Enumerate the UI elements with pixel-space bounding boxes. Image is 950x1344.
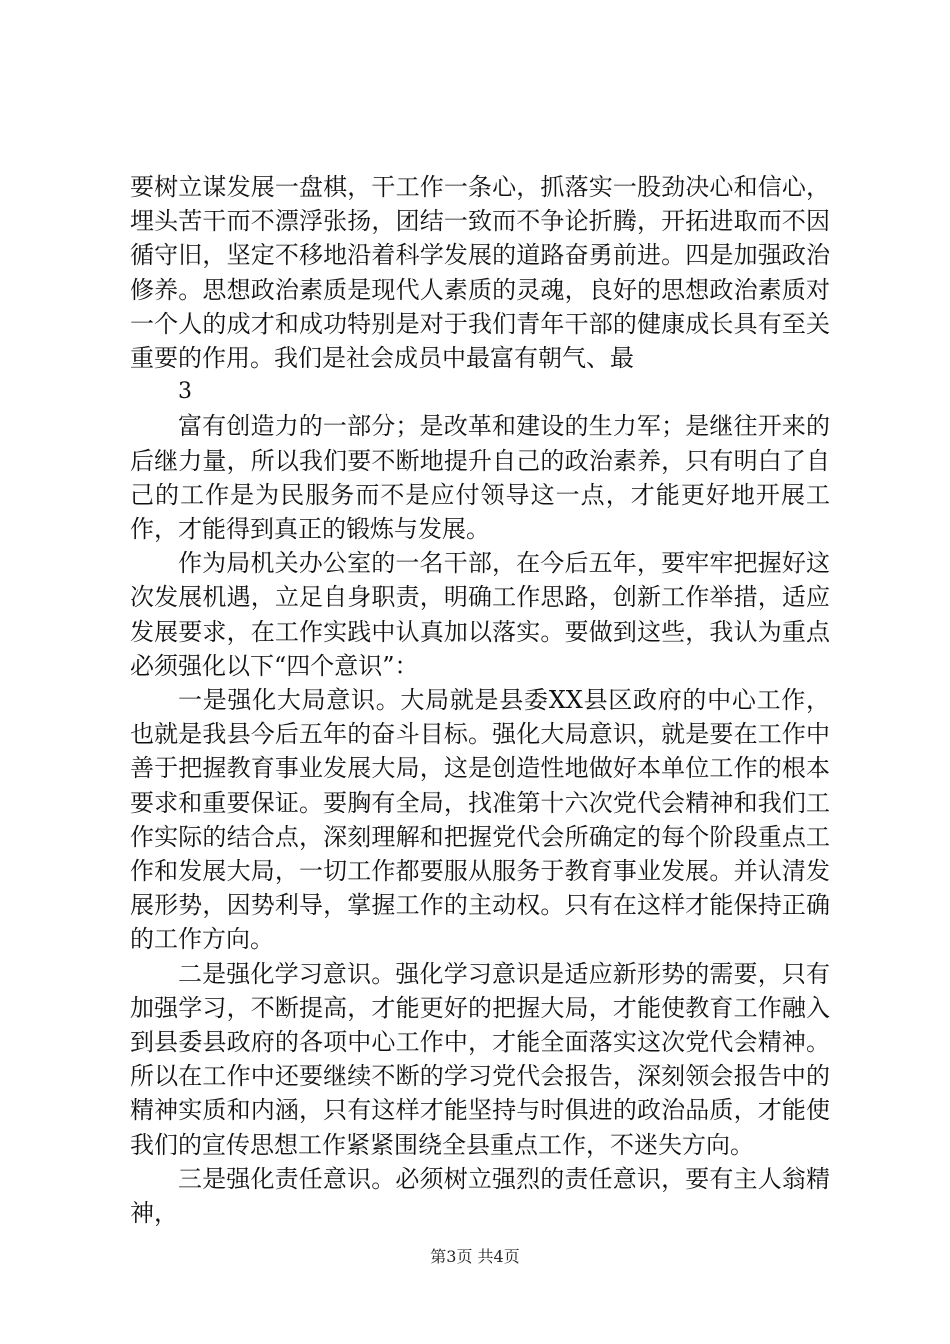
paragraph-5: 二是强化学习意识。强化学习意识是适应新形势的需要，只有加强学习，不断提高，才能更好的把握大局，才能使教育工作融入到县委县政府的各项中心工作中，才能全面落实这次党代会精神。所以在工作中还要继续不断的学习党代会报告，深刻领会报告中的精神实质和内涵，只有这样才能坚持与时俱进的政治品质，才能使我们的宣传思想工作紧紧围绕全县重点工作，不迷失方向。 bbox=[130, 959, 830, 1159]
document-body bbox=[130, 170, 830, 1230]
paragraph-1: 要树立谋发展一盘棋，干工作一条心，抓落实一股劲决心和信心，埋头苦干而不漂浮张扬，团结一致而不争论折腾，开拓进取而不因循守旧，坚定不移地沿着科学发展的道路奋勇前进。四是加强政治修养。思想政治素质是现代人素质的灵魂，良好的思想政治素质对一个人的成才和成功特别是对于我们青年干部的健康成长具有至关重要的作用。我们是社会成员中最富有朝气、最 bbox=[130, 173, 830, 373]
paragraph-2: 富有创造力的一部分；是改革和建设的生力军；是继往开来的后继力量，所以我们要不断地提升自己的政治素养，只有明白了自己的工作是为民服务而不是应付领导这一点，才能更好地开展工作，才能得到真正的锻炼与发展。 bbox=[130, 412, 830, 544]
paragraph-6: 三是强化责任意识。必须树立强烈的责任意识，要有主人翁精神， bbox=[130, 1164, 830, 1228]
paragraph-3: 作为局机关办公室的一名干部，在今后五年，要牢牢把握好这次发展机遇，立足自身职责，明确工作思路，创新工作举措，适应发展要求，在工作实践中认真加以落实。要做到这些，我认为重点必须强化以下“四个意识”： bbox=[130, 549, 830, 680]
page-footer: 第3页 共4页 bbox=[430, 1247, 520, 1266]
paragraph-4: 一是强化大局意识。大局就是县委XX县区政府的中心工作，也就是我县今后五年的奋斗目标。强化大局意识，就是要在工作中善于把握教育事业发展大局，这是创造性地做好本单位工作的根本要求和重要保证。要胸有全局，找准第十六次党代会精神和我们工作实际的结合点，深刻理解和把握党代会所确定的每个阶段重点工作和发展大局，一切工作都要服从服务于教育事业发展。并认清发展形势，因势利导，掌握工作的主动权。只有在这样才能保持正确的工作方向。 bbox=[130, 686, 830, 954]
inline-page-number: 3 bbox=[178, 379, 192, 405]
